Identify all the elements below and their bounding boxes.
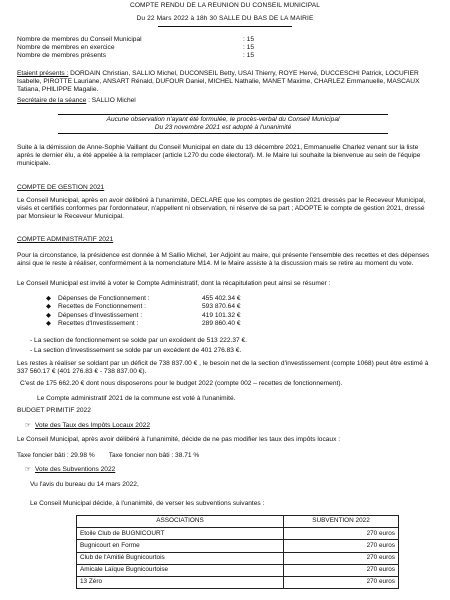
ca-section-2: - La section d'investissement se solde par un excédent de 401 276.83 €.	[30, 347, 242, 354]
ca-paragraph-4: C'est de 175 662.20 € dont nous disposerons pour le budget 2022 (compte 002 – recettes de fonctionnement).	[20, 380, 343, 387]
section-heading-cg: COMPTE DE GESTION 2021	[17, 184, 105, 191]
ca-section-1: - La section de fonctionnement se solde par un excédent de 513 222.37 €.	[30, 337, 248, 344]
document-title: COMPTE RENDU DE LA REUNION DU CONSEIL MUNICIPAL	[129, 2, 321, 9]
diamond-bullet-icon: ◆	[46, 295, 52, 302]
ca-paragraph-5: Le Compte administratif 2021 de la commune est voté à l'unanimité.	[37, 395, 236, 402]
cg-paragraph: Le Conseil Municipal, après en avoir délibéré à l'unanimité, DECLARE que les comptes de gestion 2021 dressés par le Receveur Municipal, visés et certifiés conformes par l'ordonnateur, n'appellent ni observation, ni réserve de sa part ; ADOPTE le compte de gestion 2021, dressé par Monsieur le Receveur Municipal.	[17, 197, 426, 221]
section-heading-bp: BUDGET PRIMITIF 2022	[17, 407, 91, 414]
ca-paragraph-2: Le Conseil Municipal est invité à voter le Compte Administratif, dont la récapitulation peut ainsi se résumer :	[17, 280, 331, 287]
subventions-table	[76, 515, 399, 589]
table-row: Etoile Club de BUGNICOURT 270 euros	[77, 528, 399, 540]
column-header: ASSOCIATIONS	[77, 516, 284, 528]
diamond-bullet-icon: ◆	[46, 320, 52, 328]
count-row: Nombre de membres en exercice : 15	[17, 44, 254, 52]
list-item: ◆ Recettes de Fonctionnement : 593 870.64 €	[46, 303, 241, 311]
observation-box: Aucune observation n'ayant été formulée, le procès-verbal du Conseil Municipal Du 23 novembre 2021 est adopté à l'unanimité	[58, 114, 388, 134]
count-row: Nombre de membres présents : 15	[17, 52, 254, 60]
count-row: Nombre de membres du Conseil Municipal : 15	[17, 36, 254, 43]
ca-paragraph-1: Pour la circonstance, la présidence est donnée à M Sallio Michel, 1er Adjoint au maire, qui présente l'ensemble des recettes et des dépenses ainsi que le reste à réaliser, conformément à la nomenclature M14. M le Maire assiste à la discussion mais se retire au moment du vote.	[17, 252, 430, 268]
pointing-hand-icon: ☞	[25, 466, 31, 473]
bp-taux-line: Taxe foncier bâti : 29.98 % Taxe foncier non bâti : 38.71 %	[17, 452, 200, 459]
list-item: ◆ Recettes d'Investissement : 289 860.40 €	[46, 320, 241, 328]
table-row: Amicale Laïque Bugnicourtoise 270 euros	[77, 564, 399, 576]
title-underline	[158, 26, 292, 27]
secretaire-line: Secrétaire de la séance : SALLIO Michel	[17, 97, 136, 104]
ca-bullet-list	[46, 295, 276, 329]
table-row: Bugnicourt en Forme 270 euros	[77, 540, 399, 552]
list-item: ◆ Dépenses de Fonctionnement : 455 402.34 €	[46, 295, 241, 302]
section-heading-ca: COMPTE ADMINISTRATIF 2021	[17, 236, 114, 243]
bp-sub-heading-subventions: ☞ Vote des Subventions 2022	[25, 466, 116, 473]
diamond-bullet-icon: ◆	[46, 311, 52, 319]
presents-paragraph: Etaient présents : DORDAIN Christian, SALLIO Michel, DUCONSEIL Betty, USAI Thierry, ROYE Hervé, DUCCESCHI Patrick, LOCUFIER Isabelle, PIROTTE Lauriane, ANSART Rénald, DUFOUR Daniel, MICHEL Nathalie, MANET Maxime, CHARLEZ Emmanuelle, MASCAUX Tatiana, PHILIPPE Magalie.	[17, 70, 420, 94]
diamond-bullet-icon: ◆	[46, 303, 52, 311]
table-row: 13 Zéro 270 euros	[77, 576, 399, 588]
list-item: ◆ Dépenses d'Investissement : 419 101.32 €	[46, 311, 241, 319]
bp-paragraph-2: Vu l'avis du bureau du 14 mars 2022,	[30, 481, 139, 488]
column-header: SUBVENTION 2022	[284, 516, 399, 528]
bp-paragraph-3: Le Conseil Municipal décide, à l'unanimité, de verser les subventions suivantes :	[30, 500, 265, 507]
intro-paragraph: Suite à la démission de Anne-Sophie Vaillant du Conseil Municipal en date du 13 décembre 2021, Emmanuelle Charlez venant sur la liste après le dernier élu, a été appelée à la remplacer (article L270 du code électoral). M. le Maire lui souhaite la bienvenue au sein de l'équipe municipale.	[17, 144, 421, 168]
ca-paragraph-3: Les restes à réaliser se soldant par un déficit de 738 837.00 € , le besoin net de la section d'investissement (compte 1068) peut être estimé à 337 560.17 € (401 276.83 € - 738 837.00 €).	[17, 360, 429, 376]
bp-paragraph-1: Le Conseil Municipal, après avoir délibéré à l'unanimité, décide de ne pas modifier les taux des impôts locaux :	[17, 436, 341, 443]
pointing-hand-icon: ☞	[25, 422, 31, 429]
table-row: Club de l'Amitié Bugnicourtois 270 euros	[77, 552, 399, 564]
table-header-row	[77, 516, 399, 528]
bp-sub-heading-taux: ☞ Vote des Taux des Impôts Locaux 2022	[25, 422, 150, 429]
document-subtitle: Du 22 Mars 2022 à 18h 30 SALLE DU BAS DE LA MAIRIE	[136, 15, 314, 22]
member-counts	[17, 36, 435, 61]
